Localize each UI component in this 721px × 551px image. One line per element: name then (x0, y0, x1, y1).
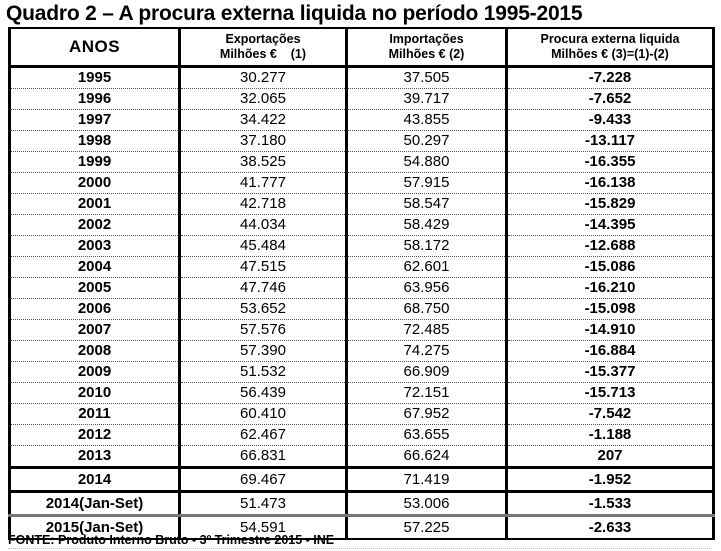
row-exports: 57.390 (180, 341, 347, 362)
table-row (10, 131, 714, 152)
row-imports: 58.172 (347, 236, 507, 257)
row-year: 2013 (10, 446, 180, 468)
row-imports: 67.952 (347, 404, 507, 425)
row-year: 2015(Jan-Set) (10, 516, 180, 540)
table-row (10, 341, 714, 362)
table-row (10, 89, 714, 110)
table-row (10, 299, 714, 320)
row-imports: 72.485 (347, 320, 507, 341)
header-exports-label: Exportações (225, 32, 301, 46)
table-row (10, 215, 714, 236)
row-net: -15.098 (507, 299, 714, 320)
row-exports: 45.484 (180, 236, 347, 257)
row-imports: 50.297 (347, 131, 507, 152)
row-exports: 44.034 (180, 215, 347, 236)
row-year: 2001 (10, 194, 180, 215)
table-row (10, 362, 714, 383)
table-row (10, 492, 714, 516)
row-net: -14.910 (507, 320, 714, 341)
row-imports: 68.750 (347, 299, 507, 320)
table-title: Quadro 2 – A procura externa liquida no período 1995-2015 (6, 2, 583, 25)
row-year: 1999 (10, 152, 180, 173)
header-year: ANOS (10, 28, 180, 67)
row-net: -1.952 (507, 468, 714, 492)
row-net: -15.829 (507, 194, 714, 215)
table-row (10, 278, 714, 299)
table-row (10, 320, 714, 341)
row-net: -16.884 (507, 341, 714, 362)
row-year: 1996 (10, 89, 180, 110)
row-year: 1997 (10, 110, 180, 131)
row-net: -9.433 (507, 110, 714, 131)
table-row (10, 468, 714, 492)
header-net-unit: Milhões € (3)=(1)-(2) (551, 47, 669, 61)
row-imports: 66.624 (347, 446, 507, 468)
row-imports: 57.915 (347, 173, 507, 194)
row-net: -15.086 (507, 257, 714, 278)
table-body (10, 67, 714, 540)
table-row (10, 152, 714, 173)
header-row (10, 28, 714, 67)
row-exports: 37.180 (180, 131, 347, 152)
row-imports: 63.956 (347, 278, 507, 299)
row-exports: 47.515 (180, 257, 347, 278)
row-year: 2005 (10, 278, 180, 299)
row-net: -16.210 (507, 278, 714, 299)
row-imports: 62.601 (347, 257, 507, 278)
row-imports: 58.547 (347, 194, 507, 215)
row-net: -7.228 (507, 67, 714, 89)
row-net: 207 (507, 446, 714, 468)
row-year: 2011 (10, 404, 180, 425)
table-row (10, 67, 714, 89)
row-year: 2008 (10, 341, 180, 362)
table-row (10, 404, 714, 425)
table-row (10, 425, 714, 446)
row-exports: 47.746 (180, 278, 347, 299)
row-year: 1995 (10, 67, 180, 89)
header-imports (347, 28, 507, 67)
row-net: -14.395 (507, 215, 714, 236)
row-exports: 69.467 (180, 468, 347, 492)
row-exports: 56.439 (180, 383, 347, 404)
row-net: -16.138 (507, 173, 714, 194)
row-exports: 60.410 (180, 404, 347, 425)
table-row (10, 110, 714, 131)
table-row (10, 446, 714, 468)
table-row (10, 236, 714, 257)
row-net: -7.652 (507, 89, 714, 110)
header-exports-unit: Milhões € (1) (219, 47, 307, 61)
row-exports: 62.467 (180, 425, 347, 446)
row-exports: 38.525 (180, 152, 347, 173)
row-exports: 34.422 (180, 110, 347, 131)
row-year: 2009 (10, 362, 180, 383)
row-year: 2010 (10, 383, 180, 404)
row-net: -12.688 (507, 236, 714, 257)
row-imports: 54.880 (347, 152, 507, 173)
row-imports: 37.505 (347, 67, 507, 89)
row-exports: 51.532 (180, 362, 347, 383)
row-exports: 53.652 (180, 299, 347, 320)
row-year: 2014(Jan-Set) (10, 492, 180, 516)
header-net-label: Procura externa liquida (540, 32, 680, 46)
row-year: 2002 (10, 215, 180, 236)
row-exports: 32.065 (180, 89, 347, 110)
header-imports-label: Importações (389, 32, 464, 46)
row-exports: 51.473 (180, 492, 347, 516)
row-net: -13.117 (507, 131, 714, 152)
row-imports: 66.909 (347, 362, 507, 383)
row-year: 2003 (10, 236, 180, 257)
footer-divider (8, 548, 712, 549)
row-exports: 30.277 (180, 67, 347, 89)
table-row (10, 194, 714, 215)
row-year: 2014 (10, 468, 180, 492)
row-net: -1.533 (507, 492, 714, 516)
row-net: -15.713 (507, 383, 714, 404)
header-imports-unit: Milhões € (2) (388, 47, 465, 61)
header-exports (180, 28, 347, 67)
row-year: 2004 (10, 257, 180, 278)
row-imports: 53.006 (347, 492, 507, 516)
row-imports: 43.855 (347, 110, 507, 131)
row-exports: 41.777 (180, 173, 347, 194)
row-year: 2012 (10, 425, 180, 446)
row-year: 1998 (10, 131, 180, 152)
row-net: -15.377 (507, 362, 714, 383)
row-imports: 39.717 (347, 89, 507, 110)
row-year: 2007 (10, 320, 180, 341)
table-row (10, 383, 714, 404)
row-year: 2000 (10, 173, 180, 194)
row-imports: 63.655 (347, 425, 507, 446)
row-imports: 72.151 (347, 383, 507, 404)
row-exports: 66.831 (180, 446, 347, 468)
row-net: -2.633 (507, 516, 714, 540)
row-exports: 57.576 (180, 320, 347, 341)
row-net: -7.542 (507, 404, 714, 425)
table-row (10, 173, 714, 194)
row-imports: 58.429 (347, 215, 507, 236)
data-table (8, 27, 715, 540)
row-imports: 74.275 (347, 341, 507, 362)
source-note: FONTE: Produto Interno Bruto - 3º Trimestre 2015 - INE (8, 533, 335, 547)
row-net: -16.355 (507, 152, 714, 173)
row-year: 2006 (10, 299, 180, 320)
table-row (10, 257, 714, 278)
row-imports: 57.225 (347, 516, 507, 540)
row-exports: 42.718 (180, 194, 347, 215)
row-imports: 71.419 (347, 468, 507, 492)
row-exports: 54.591 (180, 516, 347, 540)
row-net: -1.188 (507, 425, 714, 446)
header-net (507, 28, 714, 67)
